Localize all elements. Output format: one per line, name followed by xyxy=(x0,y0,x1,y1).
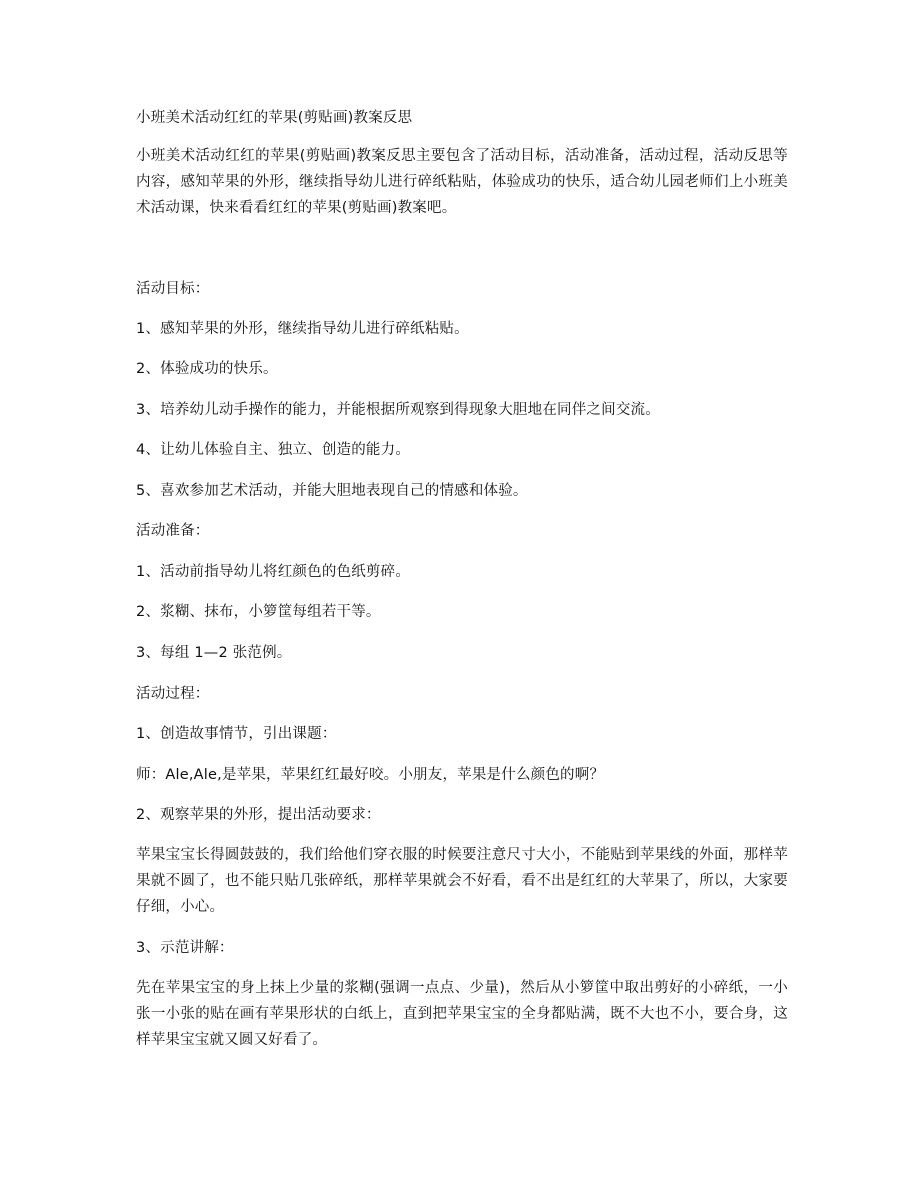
goal-item: 5、喜欢参加艺术活动，并能大胆地表现自己的情感和体验。 xyxy=(136,483,528,499)
section-heading-preparation: 活动准备： xyxy=(136,523,210,539)
goal-item: 2、体验成功的快乐。 xyxy=(136,361,278,377)
process-dialogue: 师：Ale,Ale,是苹果，苹果红红最好咬。小朋友，苹果是什么颜色的啊？ xyxy=(136,767,605,783)
preparation-item: 1、活动前指导幼儿将红颜色的色纸剪碎。 xyxy=(136,564,411,580)
section-heading-goals: 活动目标： xyxy=(136,281,210,297)
process-step: 1、创造故事情节，引出课题： xyxy=(136,726,337,742)
process-paragraph: 先在苹果宝宝的身上抹上少量的浆糊(强调一点点、少量)，然后从小箩筐中取出剪好的小碎纸，一小张一小张的贴在画有苹果形状的白纸上，直到把苹果宝宝的全身都贴满，既不大也不小，要合身，这样苹果宝宝就又圆又好看了。 xyxy=(136,980,788,1048)
goal-item: 1、感知苹果的外形，继续指导幼儿进行碎纸粘贴。 xyxy=(136,321,469,337)
process-step: 3、示范讲解： xyxy=(136,940,234,956)
document-title: 小班美术活动红红的苹果(剪贴画)教案反思 xyxy=(136,110,413,126)
goal-item: 4、让幼儿体验自主、独立、创造的能力。 xyxy=(136,442,411,458)
section-heading-process: 活动过程： xyxy=(136,686,210,702)
preparation-item: 2、浆糊、抹布，小箩筐每组若干等。 xyxy=(136,604,381,620)
intro-paragraph: 小班美术活动红红的苹果(剪贴画)教案反思主要包含了活动目标，活动准备，活动过程，活动反思等内容，感知苹果的外形，继续指导幼儿进行碎纸粘贴，体验成功的快乐，适合幼儿园老师们上小班美术活动课，快来看看红红的苹果(剪贴画)教案吧。 xyxy=(136,148,788,216)
process-step: 2、观察苹果的外形，提出活动要求： xyxy=(136,807,381,823)
process-paragraph: 苹果宝宝长得圆鼓鼓的，我们给他们穿衣服的时候要注意尺寸大小，不能贴到苹果线的外面，那样苹果就不圆了，也不能只贴几张碎纸，那样苹果就会不好看，看不出是红红的大苹果了，所以，大家要仔细，小心。 xyxy=(136,847,788,915)
goal-item: 3、培养幼儿动手操作的能力，并能根据所观察到得现象大胆地在同伴之间交流。 xyxy=(136,402,660,418)
preparation-item: 3、每组 1—2 张范例。 xyxy=(136,645,292,661)
